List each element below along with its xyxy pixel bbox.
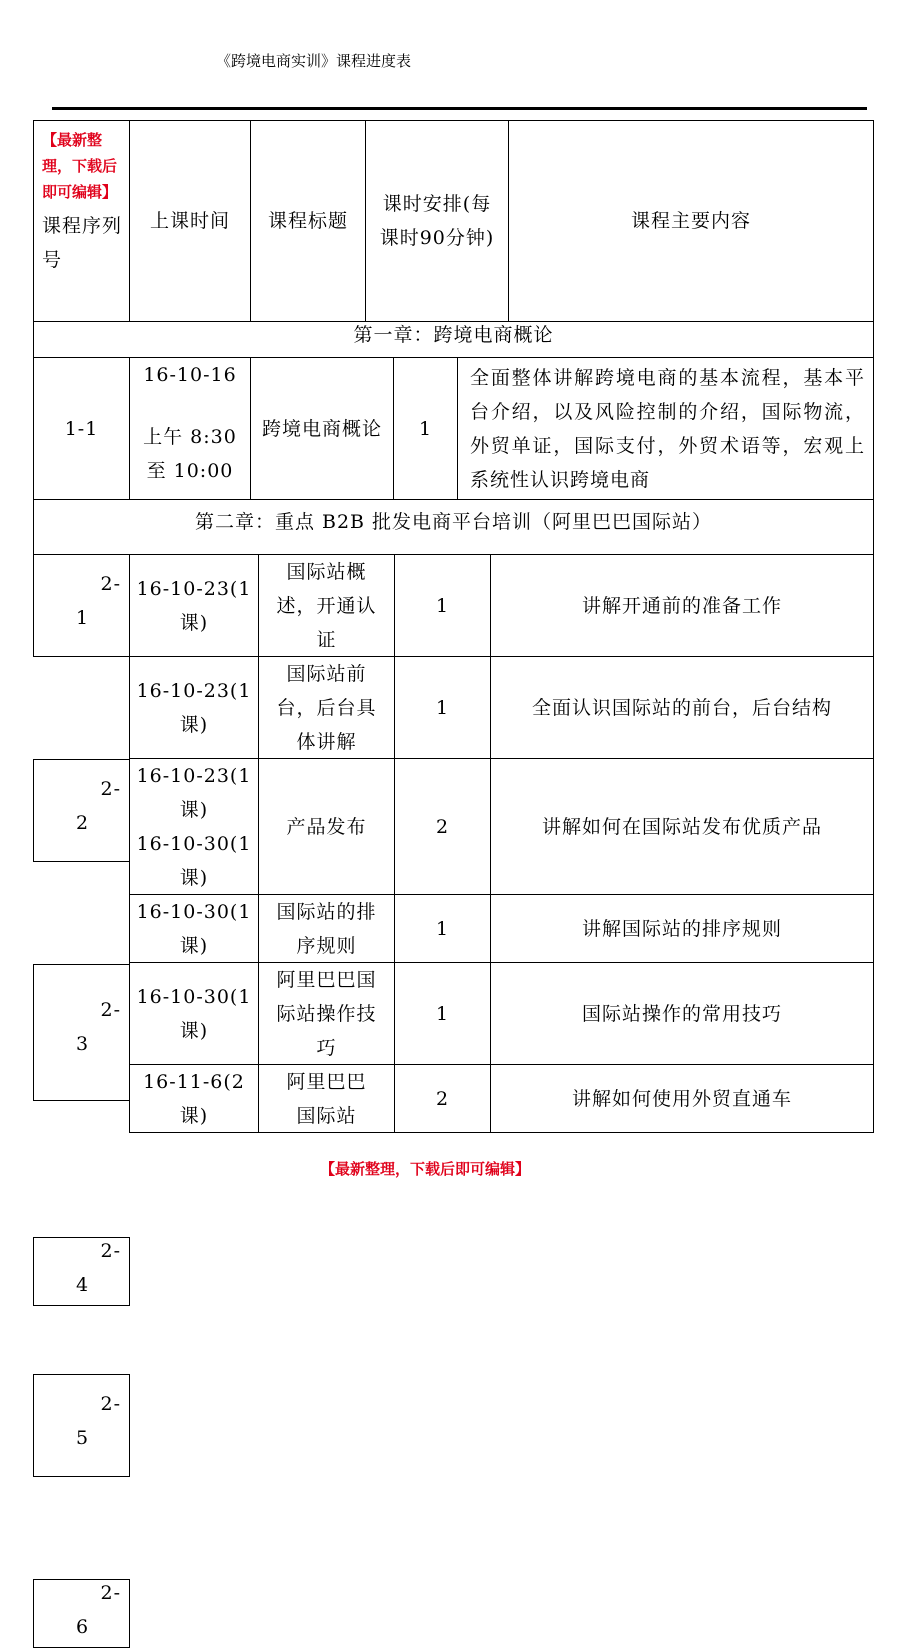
row-2-3-seq-prefix: 2- (100, 999, 121, 1021)
row-2-6-seq-num: 6 (76, 1616, 90, 1638)
row-2-2-content: 全面认识国际站的前台，后台结构 (490, 656, 874, 759)
row-2-2-seq-num: 2 (76, 812, 90, 834)
row-2-4-seq-prefix: 2- (100, 1240, 121, 1262)
row-2-5-time (129, 962, 259, 1065)
row-2-1-seq-prefix: 2- (100, 573, 121, 595)
row-2-4-seq (33, 1237, 130, 1306)
row-2-6-seq-prefix: 2- (100, 1582, 121, 1604)
row-2-3-date-2: 16-10-30(1 (136, 832, 252, 855)
row-2-6-time (129, 1064, 259, 1133)
row-2-2-title: 国际站前台，后台具体讲解 (258, 656, 395, 759)
row-2-1-date-suffix: 课) (179, 611, 209, 634)
watermark-top: 【最新整理，下载后即可编辑】 (42, 131, 118, 201)
document-title: 《跨境电商实训》课程进度表 (216, 52, 412, 70)
watermark-bottom: 【最新整理，下载后即可编辑】 (320, 1160, 531, 1178)
row-2-4-title: 国际站的排序规则 (258, 894, 395, 963)
row-1-1-seq: 1-1 (33, 357, 130, 500)
row-2-4-date: 16-10-30(1 (136, 900, 252, 923)
header-content: 课程主要内容 (508, 120, 874, 322)
row-2-2-time (129, 656, 259, 759)
row-2-5-seq-num: 5 (76, 1427, 90, 1449)
row-2-3-date-2-suffix: 课) (179, 866, 209, 889)
row-2-4-date-suffix: 课) (179, 934, 209, 957)
row-2-4-time (129, 894, 259, 963)
row-2-1-seq (33, 554, 130, 657)
row-2-3-title: 产品发布 (258, 758, 395, 895)
row-1-1-time-range: 上午 8:30 至 10:00 (143, 426, 237, 482)
row-2-6-date: 16-11-6(2 (143, 1070, 245, 1093)
row-2-1-title: 国际站概述，开通认证 (258, 554, 395, 657)
row-2-2-seq-prefix: 2- (100, 778, 121, 800)
row-2-3-content: 讲解如何在国际站发布优质产品 (490, 758, 874, 895)
row-2-6-date-suffix: 课) (179, 1104, 209, 1127)
row-2-1-time (129, 554, 259, 657)
row-2-6-seq (33, 1579, 130, 1648)
header-title: 课程标题 (250, 120, 366, 322)
row-2-5-hours: 1 (394, 962, 491, 1065)
row-2-3-date-1: 16-10-23(1 (136, 764, 252, 787)
row-2-5-date: 16-10-30(1 (136, 985, 252, 1008)
row-2-1-seq-num: 1 (76, 607, 90, 629)
row-2-2-seq (33, 759, 130, 862)
row-2-3-seq-num: 3 (76, 1033, 90, 1055)
row-1-1-title: 跨境电商概论 (250, 357, 394, 500)
row-2-3-hours: 2 (394, 758, 491, 895)
row-2-5-date-suffix: 课) (179, 1019, 209, 1042)
row-2-5-seq-prefix: 2- (100, 1393, 121, 1415)
header-hours: 课时安排(每课时90分钟) (365, 120, 509, 322)
row-1-1-time (129, 357, 251, 500)
row-2-5-content: 国际站操作的常用技巧 (490, 962, 874, 1065)
chapter-1-title: 第一章：跨境电商概论 (33, 321, 874, 358)
row-2-3-date-1-suffix: 课) (179, 798, 209, 821)
row-2-4-hours: 1 (394, 894, 491, 963)
header-time: 上课时间 (129, 120, 251, 322)
row-2-3-time (129, 758, 259, 895)
row-2-2-date: 16-10-23(1 (136, 679, 252, 702)
row-1-1-hours: 1 (393, 357, 458, 500)
row-2-6-title: 阿里巴巴国际站 (258, 1064, 395, 1133)
row-2-6-content: 讲解如何使用外贸直通车 (490, 1064, 874, 1133)
row-2-1-content: 讲解开通前的准备工作 (490, 554, 874, 657)
chapter-2-title: 第二章：重点 B2B 批发电商平台培训（阿里巴巴国际站） (33, 499, 874, 555)
row-2-1-hours: 1 (394, 554, 491, 657)
row-2-3-seq (33, 964, 130, 1101)
row-2-6-hours: 2 (394, 1064, 491, 1133)
row-2-4-seq-num: 4 (76, 1274, 90, 1296)
row-2-4-content: 讲解国际站的排序规则 (490, 894, 874, 963)
row-2-2-hours: 1 (394, 656, 491, 759)
row-2-2-date-suffix: 课) (179, 713, 209, 736)
header-seq (33, 120, 130, 322)
header-seq-label: 课程序列号 (42, 215, 123, 271)
row-2-5-title: 阿里巴巴国际站操作技巧 (258, 962, 395, 1065)
row-1-1-content: 全面整体讲解跨境电商的基本流程，基本平台介绍，以及风险控制的介绍，国际物流，外贸单证，国际支付，外贸术语等，宏观上系统性认识跨境电商 (457, 357, 874, 500)
row-2-5-seq (33, 1374, 130, 1477)
row-1-1-date: 16-10-16 (143, 364, 237, 386)
row-2-1-date: 16-10-23(1 (136, 577, 252, 600)
